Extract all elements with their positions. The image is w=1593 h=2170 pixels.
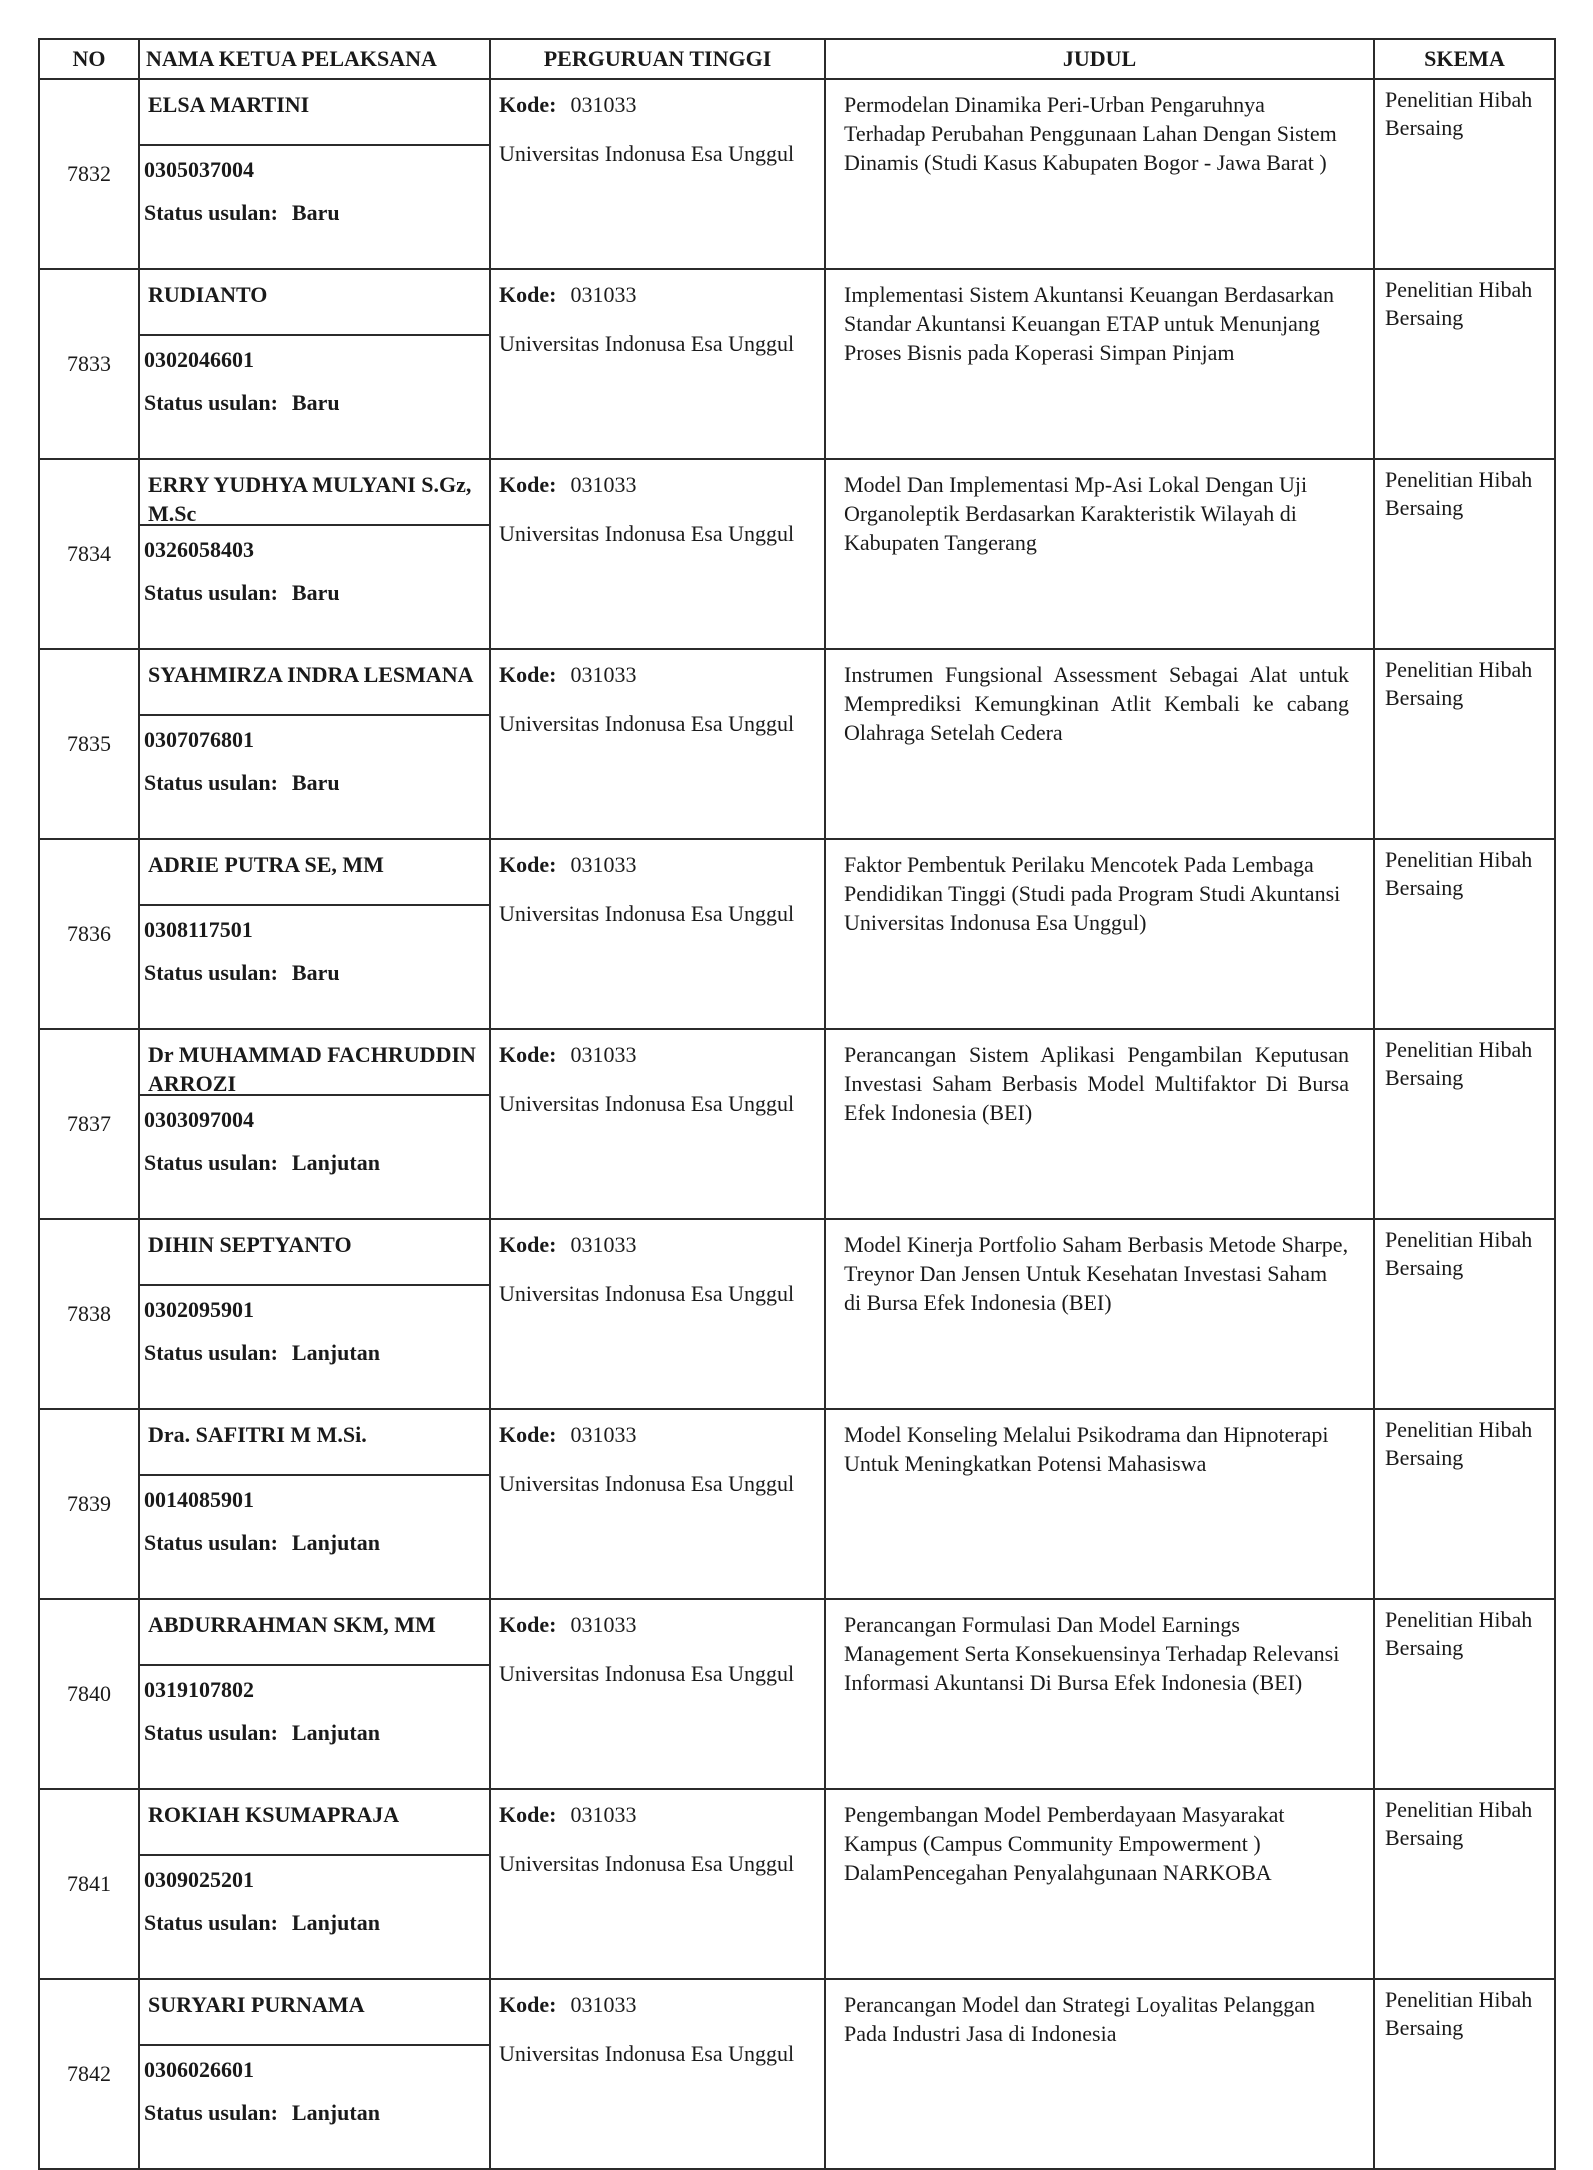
scheme-cell: Penelitian Hibah Bersaing xyxy=(1374,649,1555,839)
table-row xyxy=(39,269,1555,459)
status-label: Status usulan: xyxy=(144,770,278,795)
kode-value: 031033 xyxy=(570,282,637,307)
scheme-cell: Penelitian Hibah Bersaing xyxy=(1374,459,1555,649)
ketua-cell xyxy=(139,649,490,839)
kode-value: 031033 xyxy=(570,1232,637,1257)
kode-label: Kode: xyxy=(499,1422,557,1447)
ketua-cell xyxy=(139,459,490,649)
scheme-cell: Penelitian Hibah Bersaing xyxy=(1374,79,1555,269)
kode-value: 031033 xyxy=(570,1422,637,1447)
kode-label: Kode: xyxy=(499,1042,557,1067)
table-row xyxy=(39,459,1555,649)
row-number: 7838 xyxy=(39,1219,139,1409)
ketua-nidn: 0305037004 xyxy=(144,157,254,182)
ketua-name: DIHIN SEPTYANTO xyxy=(140,1220,489,1286)
ketua-name: ADRIE PUTRA SE, MM xyxy=(140,840,489,906)
scheme-cell: Penelitian Hibah Bersaing xyxy=(1374,1979,1555,2169)
institution-name: Universitas Indonusa Esa Unggul xyxy=(499,141,795,166)
ketua-nidn: 0302095901 xyxy=(144,1297,254,1322)
ketua-nidn: 0308117501 xyxy=(144,917,253,942)
kode-label: Kode: xyxy=(499,1612,557,1637)
title-cell: Instrumen Fungsional Assessment Sebagai Alat untuk Memprediksi Kemungkinan Atlit Kembali ke cabang Olahraga Setelah Cedera xyxy=(825,649,1374,839)
title-cell: Perancangan Sistem Aplikasi Pengambilan Keputusan Investasi Saham Berbasis Model Multifaktor Di Bursa Efek Indonesia (BEI) xyxy=(825,1029,1374,1219)
ketua-name: ELSA MARTINI xyxy=(140,80,489,146)
ketua-cell xyxy=(139,1219,490,1409)
institution-cell xyxy=(490,269,825,459)
status-value: Lanjutan xyxy=(291,1910,380,1935)
institution-cell xyxy=(490,1219,825,1409)
title-cell: Pengembangan Model Pemberdayaan Masyarakat Kampus (Campus Community Empowerment ) DalamPencegahan Penyalahgunaan NARKOBA xyxy=(825,1789,1374,1979)
kode-value: 031033 xyxy=(570,472,637,497)
status-label: Status usulan: xyxy=(144,1530,278,1555)
scheme-cell: Penelitian Hibah Bersaing xyxy=(1374,1599,1555,1789)
scheme-cell: Penelitian Hibah Bersaing xyxy=(1374,1789,1555,1979)
table-row xyxy=(39,1219,1555,1409)
title-cell: Implementasi Sistem Akuntansi Keuangan Berdasarkan Standar Akuntansi Keuangan ETAP untuk Menunjang Proses Bisnis pada Koperasi Simpan Pinjam xyxy=(825,269,1374,459)
status-value: Lanjutan xyxy=(291,1150,380,1175)
status-value: Lanjutan xyxy=(291,1530,380,1555)
kode-value: 031033 xyxy=(570,1042,637,1067)
ketua-nidn: 0302046601 xyxy=(144,347,254,372)
ketua-nidn: 0303097004 xyxy=(144,1107,254,1132)
scheme-cell: Penelitian Hibah Bersaing xyxy=(1374,269,1555,459)
kode-label: Kode: xyxy=(499,472,557,497)
kode-label: Kode: xyxy=(499,852,557,877)
table-row xyxy=(39,649,1555,839)
ketua-cell xyxy=(139,1789,490,1979)
ketua-cell xyxy=(139,1979,490,2169)
title-cell: Permodelan Dinamika Peri-Urban Pengaruhnya Terhadap Perubahan Penggunaan Lahan Dengan Sistem Dinamis (Studi Kasus Kabupaten Bogor - Jawa Barat ) xyxy=(825,79,1374,269)
ketua-nidn: 0326058403 xyxy=(144,537,254,562)
ketua-name: ROKIAH KSUMAPRAJA xyxy=(140,1790,489,1856)
institution-name: Universitas Indonusa Esa Unggul xyxy=(499,1661,795,1686)
status-value: Baru xyxy=(291,200,340,225)
title-cell: Model Konseling Melalui Psikodrama dan Hipnoterapi Untuk Meningkatkan Potensi Mahasiswa xyxy=(825,1409,1374,1599)
kode-label: Kode: xyxy=(499,92,557,117)
header-skema: SKEMA xyxy=(1374,39,1555,79)
ketua-nidn: 0307076801 xyxy=(144,727,254,752)
row-number: 7834 xyxy=(39,459,139,649)
row-number: 7839 xyxy=(39,1409,139,1599)
table-row xyxy=(39,1599,1555,1789)
scheme-cell: Penelitian Hibah Bersaing xyxy=(1374,839,1555,1029)
kode-value: 031033 xyxy=(570,1612,637,1637)
title-cell: Model Kinerja Portfolio Saham Berbasis Metode Sharpe, Treynor Dan Jensen Untuk Kesehatan Investasi Saham di Bursa Efek Indonesia (BEI) xyxy=(825,1219,1374,1409)
row-number: 7835 xyxy=(39,649,139,839)
row-number: 7842 xyxy=(39,1979,139,2169)
table-row xyxy=(39,839,1555,1029)
ketua-cell xyxy=(139,269,490,459)
table-row xyxy=(39,1979,1555,2169)
status-label: Status usulan: xyxy=(144,580,278,605)
ketua-name: ABDURRAHMAN SKM, MM xyxy=(140,1600,489,1666)
title-cell: Faktor Pembentuk Perilaku Mencotek Pada Lembaga Pendidikan Tinggi (Studi pada Program Studi Akuntansi Universitas Indonusa Esa Unggul) xyxy=(825,839,1374,1029)
ketua-nidn: 0309025201 xyxy=(144,1867,254,1892)
ketua-nidn: 0306026601 xyxy=(144,2057,254,2082)
institution-name: Universitas Indonusa Esa Unggul xyxy=(499,1281,795,1306)
ketua-name: Dr MUHAMMAD FACHRUDDIN ARROZI xyxy=(140,1030,489,1096)
kode-value: 031033 xyxy=(570,92,637,117)
status-label: Status usulan: xyxy=(144,1720,278,1745)
ketua-cell xyxy=(139,1599,490,1789)
status-label: Status usulan: xyxy=(144,1910,278,1935)
status-value: Baru xyxy=(291,580,340,605)
ketua-cell xyxy=(139,1409,490,1599)
ketua-nidn: 0319107802 xyxy=(144,1677,254,1702)
header-nama-ketua: NAMA KETUA PELAKSANA xyxy=(139,39,490,79)
status-label: Status usulan: xyxy=(144,1340,278,1365)
institution-name: Universitas Indonusa Esa Unggul xyxy=(499,711,795,736)
header-row xyxy=(39,39,1555,79)
institution-name: Universitas Indonusa Esa Unggul xyxy=(499,1851,795,1876)
status-label: Status usulan: xyxy=(144,960,278,985)
header-judul: JUDUL xyxy=(825,39,1374,79)
scheme-cell: Penelitian Hibah Bersaing xyxy=(1374,1409,1555,1599)
institution-name: Universitas Indonusa Esa Unggul xyxy=(499,2041,795,2066)
header-no: NO xyxy=(39,39,139,79)
ketua-name: Dra. SAFITRI M M.Si. xyxy=(140,1410,489,1476)
kode-value: 031033 xyxy=(570,1992,637,2017)
header-perguruan-tinggi: PERGURUAN TINGGI xyxy=(490,39,825,79)
institution-cell xyxy=(490,1029,825,1219)
status-label: Status usulan: xyxy=(144,200,278,225)
institution-cell xyxy=(490,839,825,1029)
title-cell: Perancangan Formulasi Dan Model Earnings Management Serta Konsekuensinya Terhadap Relevansi Informasi Akuntansi Di Bursa Efek Indonesia (BEI) xyxy=(825,1599,1374,1789)
title-cell: Perancangan Model dan Strategi Loyalitas Pelanggan Pada Industri Jasa di Indonesia xyxy=(825,1979,1374,2169)
institution-cell xyxy=(490,1979,825,2169)
ketua-name: SYAHMIRZA INDRA LESMANA xyxy=(140,650,489,716)
status-label: Status usulan: xyxy=(144,1150,278,1175)
institution-name: Universitas Indonusa Esa Unggul xyxy=(499,901,795,926)
institution-name: Universitas Indonusa Esa Unggul xyxy=(499,1471,795,1496)
title-cell: Model Dan Implementasi Mp-Asi Lokal Dengan Uji Organoleptik Berdasarkan Karakteristik Wilayah di Kabupaten Tangerang xyxy=(825,459,1374,649)
status-label: Status usulan: xyxy=(144,2100,278,2125)
table-row xyxy=(39,1789,1555,1979)
row-number: 7832 xyxy=(39,79,139,269)
row-number: 7841 xyxy=(39,1789,139,1979)
scheme-cell: Penelitian Hibah Bersaing xyxy=(1374,1029,1555,1219)
institution-cell xyxy=(490,1409,825,1599)
kode-value: 031033 xyxy=(570,1802,637,1827)
institution-cell xyxy=(490,459,825,649)
row-number: 7837 xyxy=(39,1029,139,1219)
row-number: 7836 xyxy=(39,839,139,1029)
kode-label: Kode: xyxy=(499,1992,557,2017)
kode-label: Kode: xyxy=(499,282,557,307)
proposal-table xyxy=(38,38,1556,2170)
scheme-cell: Penelitian Hibah Bersaing xyxy=(1374,1219,1555,1409)
status-value: Baru xyxy=(291,960,340,985)
kode-label: Kode: xyxy=(499,662,557,687)
status-label: Status usulan: xyxy=(144,390,278,415)
table-row xyxy=(39,1409,1555,1599)
status-value: Lanjutan xyxy=(291,1720,380,1745)
document-page xyxy=(38,38,1554,2170)
ketua-name: ERRY YUDHYA MULYANI S.Gz, M.Sc xyxy=(140,460,489,526)
row-number: 7833 xyxy=(39,269,139,459)
table-row xyxy=(39,79,1555,269)
institution-name: Universitas Indonusa Esa Unggul xyxy=(499,521,795,546)
status-value: Baru xyxy=(291,770,340,795)
ketua-nidn: 0014085901 xyxy=(144,1487,254,1512)
kode-value: 031033 xyxy=(570,662,637,687)
ketua-cell xyxy=(139,1029,490,1219)
row-number: 7840 xyxy=(39,1599,139,1789)
ketua-cell xyxy=(139,79,490,269)
status-value: Lanjutan xyxy=(291,2100,380,2125)
status-value: Lanjutan xyxy=(291,1340,380,1365)
status-value: Baru xyxy=(291,390,340,415)
kode-label: Kode: xyxy=(499,1232,557,1257)
ketua-cell xyxy=(139,839,490,1029)
ketua-name: RUDIANTO xyxy=(140,270,489,336)
institution-cell xyxy=(490,1789,825,1979)
institution-name: Universitas Indonusa Esa Unggul xyxy=(499,331,795,356)
table-row xyxy=(39,1029,1555,1219)
kode-value: 031033 xyxy=(570,852,637,877)
institution-cell xyxy=(490,649,825,839)
kode-label: Kode: xyxy=(499,1802,557,1827)
institution-cell xyxy=(490,1599,825,1789)
ketua-name: SURYARI PURNAMA xyxy=(140,1980,489,2046)
institution-cell xyxy=(490,79,825,269)
institution-name: Universitas Indonusa Esa Unggul xyxy=(499,1091,795,1116)
